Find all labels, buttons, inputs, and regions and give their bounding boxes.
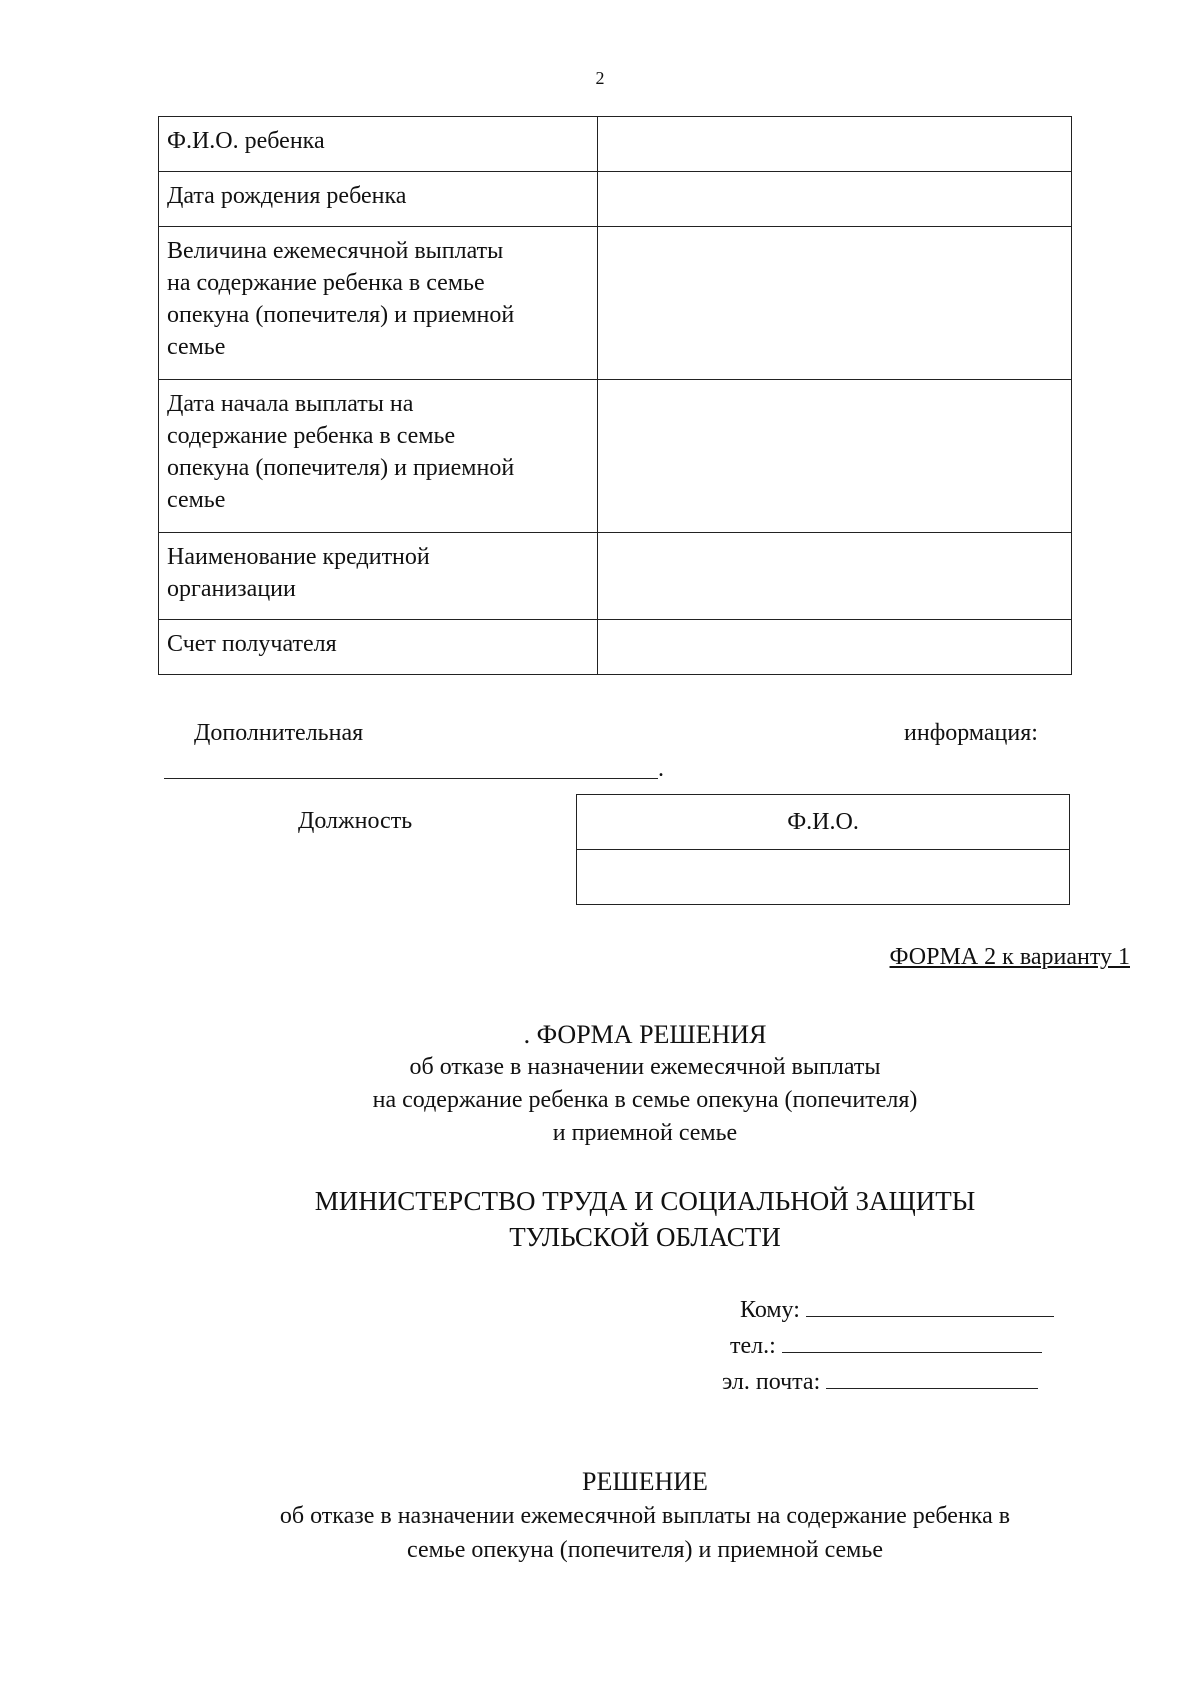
child-birthdate-label: Дата рождения ребенка — [159, 172, 598, 227]
additional-info-dot: . — [658, 756, 664, 782]
payment-start-date-value — [598, 380, 1072, 533]
recipient-account-label: Счет получателя — [159, 620, 598, 675]
recipient-to-blank — [806, 1290, 1054, 1317]
decision-line: семье опекуна (попечителя) и приемной семье — [407, 1537, 883, 1563]
recipient-phone — [730, 1326, 1042, 1360]
monthly-payment-amount-label — [159, 227, 598, 380]
recipient-email-blank — [826, 1362, 1038, 1389]
recipient-to-label: Кому: — [740, 1297, 800, 1323]
table-row — [159, 533, 1072, 620]
label-line: организации — [167, 576, 296, 602]
recipient-phone-blank — [782, 1326, 1042, 1353]
monthly-payment-amount-value — [598, 227, 1072, 380]
label-line: опекуна (попечителя) и приемной — [167, 455, 515, 481]
recipient-phone-label: тел.: — [730, 1333, 776, 1359]
recipient-to — [740, 1290, 1054, 1324]
form-title-line: об отказе в назначении ежемесячной выплаты — [409, 1054, 881, 1080]
child-name-value — [598, 117, 1072, 172]
recipient-email-label: эл. почта: — [722, 1369, 821, 1395]
table-row — [159, 620, 1072, 675]
credit-organization-label — [159, 533, 598, 620]
position-label: Должность — [298, 808, 413, 834]
form-title — [0, 1018, 1200, 1150]
form-title-main: . ФОРМА РЕШЕНИЯ — [523, 1020, 767, 1049]
label-line: опекуна (попечителя) и приемной — [167, 302, 515, 328]
recipient-account-value — [598, 620, 1072, 675]
child-name-label: Ф.И.О. ребенка — [159, 117, 598, 172]
ministry-line: МИНИСТЕРСТВО ТРУДА И СОЦИАЛЬНОЙ ЗАЩИТЫ — [314, 1186, 976, 1216]
payment-start-date-label — [159, 380, 598, 533]
additional-info-label-left: Дополнительная — [194, 720, 364, 746]
label-line: Величина ежемесячной выплаты — [167, 238, 504, 264]
additional-info-blank-line — [164, 778, 658, 779]
recipient-email — [722, 1362, 1038, 1396]
child-payment-info-table — [158, 116, 1072, 675]
table-row — [577, 850, 1070, 905]
label-line: Дата начала выплаты на — [167, 391, 414, 417]
label-line: на содержание ребенка в семье — [167, 270, 485, 296]
fio-header: Ф.И.О. — [577, 795, 1070, 850]
label-line: семье — [167, 334, 226, 360]
label-line: Наименование кредитной — [167, 544, 430, 570]
decision-line: об отказе в назначении ежемесячной выплаты на содержание ребенка в — [279, 1503, 1011, 1529]
page-number: 2 — [595, 68, 605, 88]
table-row — [159, 227, 1072, 380]
decision-block — [0, 1465, 1200, 1567]
table-row — [159, 117, 1072, 172]
table-row — [159, 172, 1072, 227]
ministry-name — [0, 1183, 1200, 1255]
signature-table — [576, 794, 1070, 905]
credit-organization-value — [598, 533, 1072, 620]
label-line: содержание ребенка в семье — [167, 423, 456, 449]
child-birthdate-value — [598, 172, 1072, 227]
additional-info-label-right: информация: — [904, 720, 1038, 746]
form-title-line: на содержание ребенка в семье опекуна (попечителя) — [372, 1087, 918, 1113]
form-title-line: и приемной семье — [552, 1120, 738, 1146]
ministry-line: ТУЛЬСКОЙ ОБЛАСТИ — [509, 1222, 781, 1252]
decision-heading: РЕШЕНИЕ — [582, 1467, 708, 1496]
table-row — [159, 380, 1072, 533]
label-line: семье — [167, 487, 226, 513]
fio-value — [577, 850, 1070, 905]
table-row — [577, 795, 1070, 850]
form-reference: ФОРМА 2 к варианту 1 — [889, 944, 1130, 970]
